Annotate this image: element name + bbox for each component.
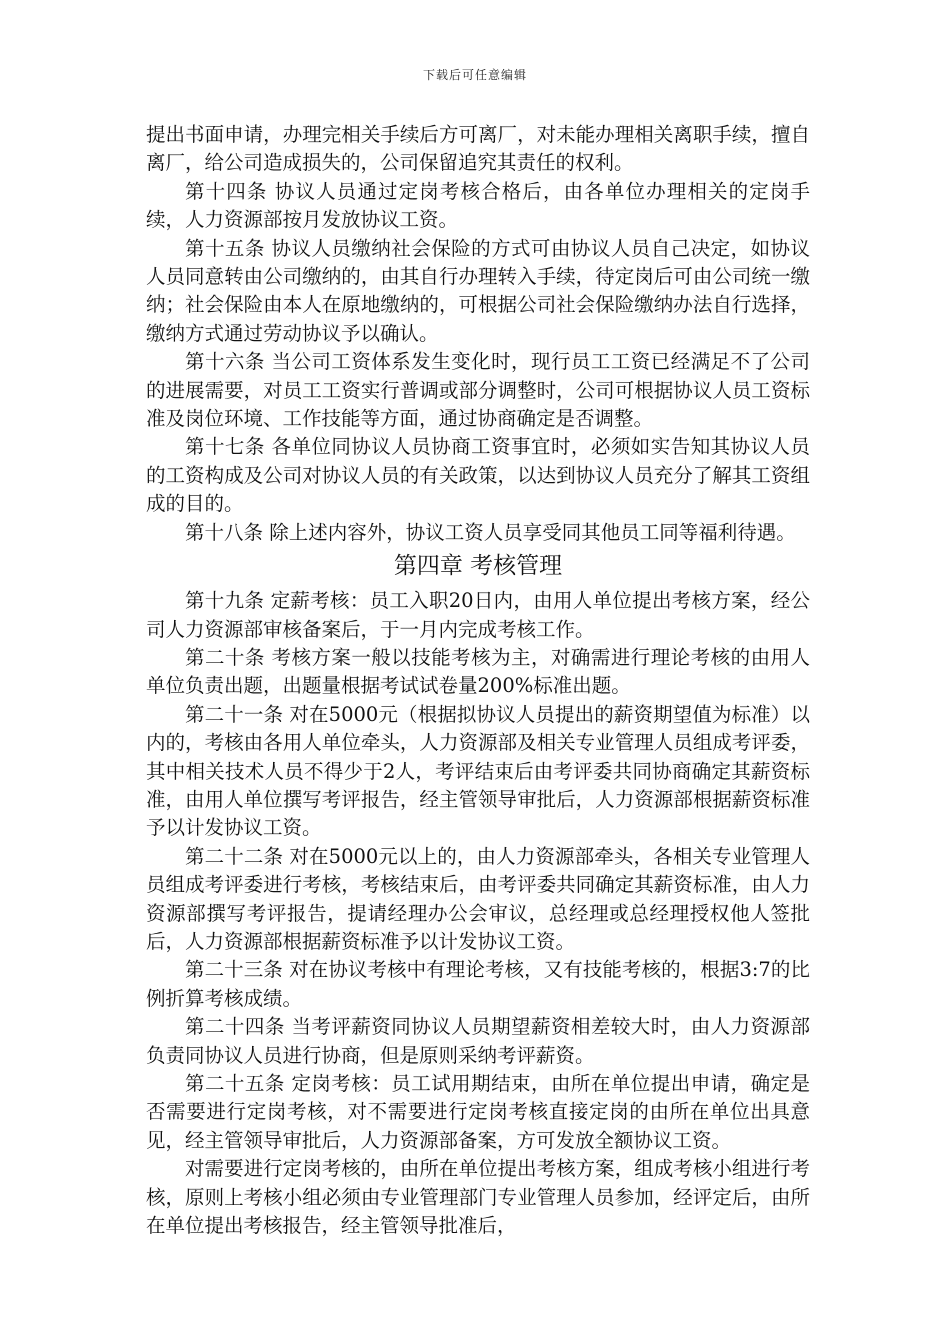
article-23: 第二十三条 对在协议考核中有理论考核，又有技能考核的，根据3:7的比例折算考核成绩。: [146, 958, 810, 1010]
article-18: 第十八条 除上述内容外，协议工资人员享受同其他员工同等福利待遇。: [185, 520, 796, 544]
article-24: 第二十四条 当考评薪资同协议人员期望薪资相差较大时，由人力资源部负责同协议人员进行协商，但是原则采纳考评薪资。: [146, 1015, 810, 1067]
article-20: 第二十条 考核方案一般以技能考核为主，对确需进行理论考核的由用人单位负责出题，出题量根据考试试卷量200%标准出题。: [146, 645, 810, 698]
article-21: 第二十一条 对在5000元（根据拟协议人员提出的薪资期望值为标准）以内的，考核由各用人单位牵头，人力资源部及相关专业管理人员组成考评委，其中相关技术人员不得少于2人，考评结束后由考评委共同协商确定其薪资标准，由用人单位撰写考评报告，经主管领导审批后，人力资源部根据薪资标准予以计发协议工资。: [146, 702, 810, 840]
article-19: 第十九条 定薪考核：员工入职20日内，由用人单位提出考核方案，经公司人力资源部审核备案后，于一月内完成考核工作。: [146, 589, 810, 641]
article-17: 第十七条 各单位同协议人员协商工资事宜时，必须如实告知其协议人员的工资构成及公司对协议人员的有关政策，以达到协议人员充分了解其工资组成的目的。: [146, 435, 810, 516]
chapter-title: 第四章 考核管理: [393, 553, 563, 580]
paragraph-post-probation: 对需要进行定岗考核的，由所在单位提出考核方案，组成考核小组进行考核，原则上考核小组必须由专业管理部门专业管理人员参加，经评定后，由所在单位提出考核报告，经主管领导批准后，: [146, 1157, 810, 1238]
page-header: 下载后可任意编辑: [422, 68, 527, 82]
article-22: 第二十二条 对在5000元以上的，由人力资源部牵头，各相关专业管理人员组成考评委进行考核，考核结束后，由考评委共同确定其薪资标准，由人力资源部撰写考评报告，提请经理办公会审议，总经理或总经理授权他人签批后，人力资源部根据薪资标准予以计发协议工资。: [146, 844, 810, 953]
article-16: 第十六条 当公司工资体系发生变化时，现行员工工资已经满足不了公司的进展需要，对员工工资实行普调或部分调整时，公司可根据协议人员工资标准及岗位环境、工作技能等方面，通过协商确定是否调整。: [146, 350, 810, 431]
article-25: 第二十五条 定岗考核：员工试用期结束，由所在单位提出申请，确定是否需要进行定岗考核，对不需要进行定岗考核直接定岗的由所在单位出具意见，经主管领导审批后，人力资源部备案，方可发放全额协议工资。: [146, 1072, 810, 1152]
article-14: 第十四条 协议人员通过定岗考核合格后，由各单位办理相关的定岗手续，人力资源部按月发放协议工资。: [146, 179, 810, 232]
article-15: 第十五条 协议人员缴纳社会保险的方式可由协议人员自己决定，如协议人员同意转由公司缴纳的，由其自行办理转入手续，待定岗后可由公司统一缴纳；社会保险由本人在原地缴纳的，可根据公司社会保险缴纳办法自行选择，缴纳方式通过劳动协议予以确认。: [146, 236, 810, 345]
document-body: [146, 121, 810, 1240]
paragraph-continued: 提出书面申请，办理完相关手续后方可离厂，对未能办理相关离职手续，擅自离厂，给公司造成损失的，公司保留追究其责任的权利。: [146, 123, 810, 175]
